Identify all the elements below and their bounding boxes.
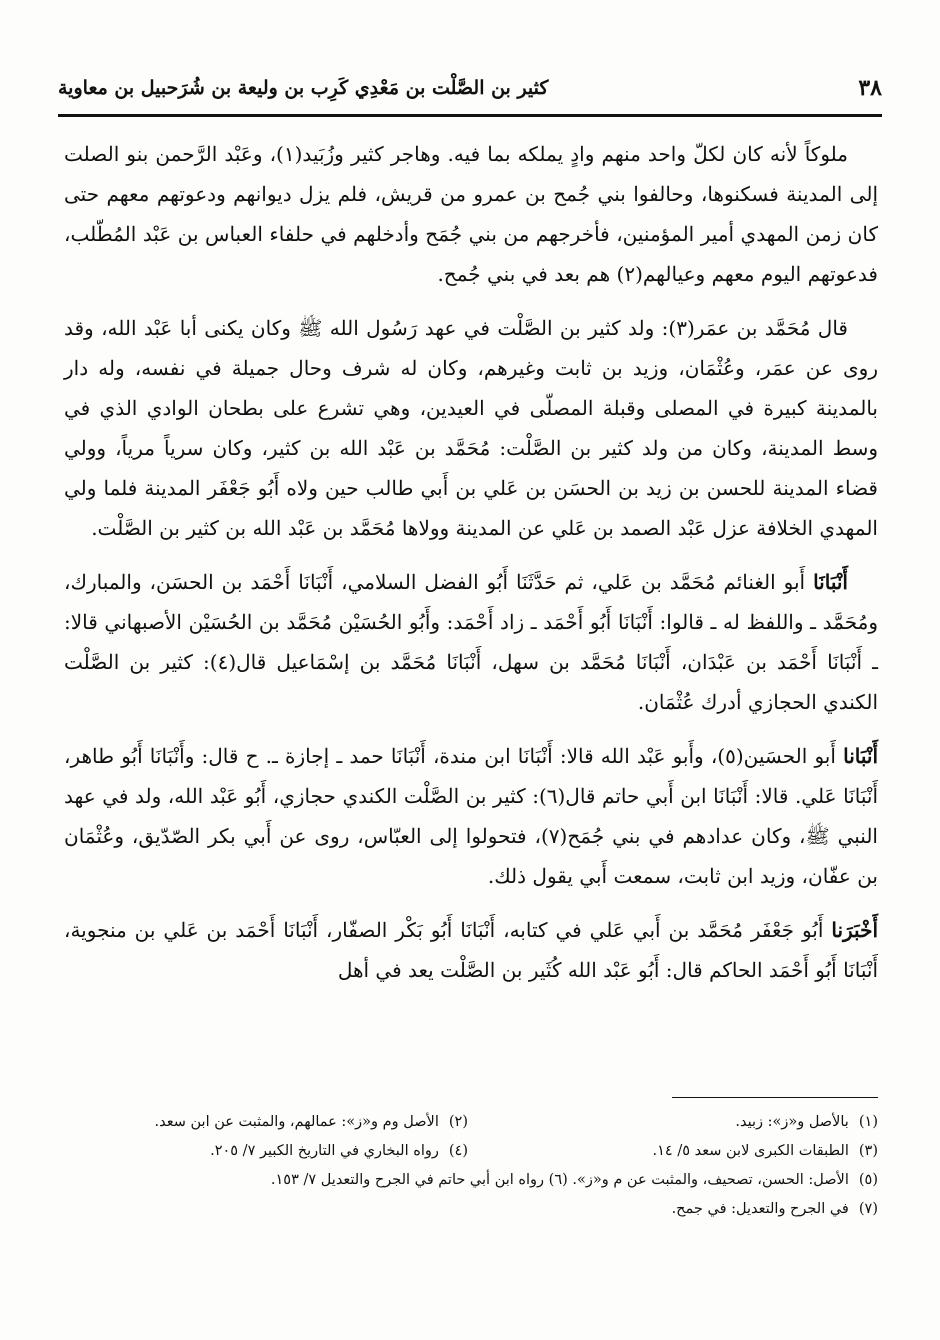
paragraph-lead: أَنْبَانا bbox=[843, 744, 879, 768]
header-rule bbox=[58, 114, 882, 117]
footnote bbox=[58, 1195, 878, 1224]
main-text bbox=[64, 134, 878, 1004]
paragraph-text: أَبو الغنائم مُحَمَّد بن عَلي، ثم حَدَّثَنَا أَبُو الفضل السلامي، أَنْبَانَا أَحْمَد بن الحسَن، والمبارك، ومُحَمَّد ـ واللفظ له ـ قالوا: أَنْبَانَا أَبُو أَحْمَد ـ زاد أَحْمَد: وأَبُو الحُسَيْن مُحَمَّد بن الحُسَيْن الأصبهاني قالا: ـ أَنْبَانَا أَحْمَد بن عَبْدَان، أَنْبَانَا مُحَمَّد بن سهل، أَنْبَانَا مُحَمَّد بن إسْمَاعيل قال(٤): كثير بن الصَّلْت الكندي الحجازي أدرك عُثْمَان. bbox=[64, 570, 878, 714]
footnote-number: (٣) bbox=[858, 1143, 878, 1159]
page-header bbox=[58, 66, 882, 110]
paragraph bbox=[64, 910, 878, 990]
footnote-rule bbox=[672, 1097, 878, 1098]
footnote bbox=[468, 1137, 878, 1166]
paragraph-text: ملوكاً لأنه كان لكلّ واحد منهم وادٍ يملكه بما فيه. وهاجر كثير وزُبَيد(١)، وعَبْد الرَّحمن بنو الصلت إلى المدينة فسكنوها، وحالفوا بني جُمح بن عمرو من قريش، فلم يزل ديوانهم ودعوتهم معهم حتى كان زمن المهدي أمير المؤمنين، فأخرجهم من بني جُمَح وأدخلهم في حلفاء العباس بن عَبْد المُطّلب، فدعوتهم اليوم معهم وعيالهم(٢) هم بعد في بني جُمح. bbox=[64, 142, 878, 286]
footnote-text: بالأصل و«ز»: زبيد. bbox=[735, 1114, 849, 1130]
footnote-number: (١) bbox=[858, 1114, 878, 1130]
paragraph-lead: أَخْبَرَنا bbox=[831, 918, 878, 942]
footnote-row bbox=[58, 1166, 878, 1195]
footnote-number: (٤) bbox=[448, 1143, 468, 1159]
footnote bbox=[468, 1108, 878, 1137]
footnote bbox=[58, 1137, 468, 1166]
footnote-text: الأصل وم و«ز»: عمالهم، والمثبت عن ابن سعد. bbox=[154, 1114, 439, 1130]
footnote-number: (٢) bbox=[448, 1114, 468, 1130]
paragraph bbox=[64, 134, 878, 294]
paragraph-text: أَبُو جَعْفَر مُحَمَّد بن أَبي عَلي في كتابه، أَنْبَانَا أَبُو بَكْر الصفّار، أَنْبَانَا أَحْمَد بن عَلي بن منجوية، أَنْبَانَا أَبُو أَحْمَد الحاكم قال: أَبُو عَبْد الله كُثَير بن الصَّلْت يعد في أهل bbox=[64, 918, 878, 982]
running-title: كثير بن الصَّلْت بن مَعْدِي كَرِب بن وليعة بن شُرَحبيل بن معاوية bbox=[58, 77, 549, 99]
paragraph-text: أَبو الحسَين(٥)، وأَبو عَبْد الله قالا: أَنْبَانَا ابن مندة، أَنْبَانَا حمد ـ إجازة ـ. ح قال: وأَنْبَانَا أَبُو طاهر، أَنْبَانَا عَلي. قالا: أَنْبَانَا ابن أَبي حاتم قال(٦): كثير بن الصَّلْت الكندي حجازي، أَبُو عَبْد الله، ولد في عهد النبي ﷺ، وكان عدادهم في بني جُمَح(٧)، فتحولوا إلى العبّاس، روى عن أَبي بكر الصّدّيق، وعُثْمَان بن عفّان، وزيد ابن ثابت، سمعت أَبي يقول ذلك. bbox=[64, 744, 878, 888]
footnote-number: (٧) bbox=[858, 1201, 878, 1217]
footnote-row bbox=[58, 1137, 878, 1166]
paragraph-text: قال مُحَمَّد بن عمَر(٣): ولد كثير بن الصَّلْت في عهد رَسُول الله ﷺ وكان يكنى أبا عَبْد الله، وقد روى عن عمَر، وعُثْمَان، وزيد بن ثابت وغيرهم، وكان له شرف وحال جميلة في نفسه، وله دار بالمدينة كبيرة في المصلى وقبلة المصلّى في العيدين، وهي تشرع على بطحان الوادي الذي في وسط المدينة، وكان من ولد كثير بن الصَّلْت: مُحَمَّد بن عَبْد الله بن كثير، وكان سرياً مرياً، وولي قضاء المدينة للحسن بن زيد بن الحسَن بن عَلي بن أَبي طالب حين ولاه أَبُو جَعْفَر المدينة فلما ولي المهدي الخلافة عزل عَبْد الصمد بن عَلي عن المدينة وولاها مُحَمَّد بن عَبْد الله بن كثير بن الصَّلْت. bbox=[64, 316, 878, 540]
footnote bbox=[58, 1108, 468, 1137]
paragraph bbox=[64, 562, 878, 722]
page-number: ٣٨ bbox=[858, 75, 882, 101]
footnote-text: الأصل: الحسن، تصحيف، والمثبت عن م و«ز». (٦) رواه ابن أبي حاتم في الجرح والتعديل ٧/ ١٥٣. bbox=[270, 1172, 849, 1188]
footnote-text: في الجرح والتعديل: في جمح. bbox=[671, 1201, 849, 1217]
footnote-row bbox=[58, 1108, 878, 1137]
paragraph bbox=[64, 308, 878, 548]
footnote bbox=[58, 1166, 878, 1195]
footnote-row bbox=[58, 1195, 878, 1224]
paragraph-lead: أَنْبَانَا bbox=[813, 570, 848, 594]
footnote-number: (٥) bbox=[858, 1172, 878, 1188]
footnote-text: الطبقات الكبرى لابن سعد ٥/ ١٤. bbox=[652, 1143, 849, 1159]
paragraph bbox=[64, 736, 878, 896]
footnote-text: رواه البخاري في التاريخ الكبير ٧/ ٢٠٥. bbox=[210, 1143, 439, 1159]
footnotes bbox=[58, 1108, 878, 1224]
